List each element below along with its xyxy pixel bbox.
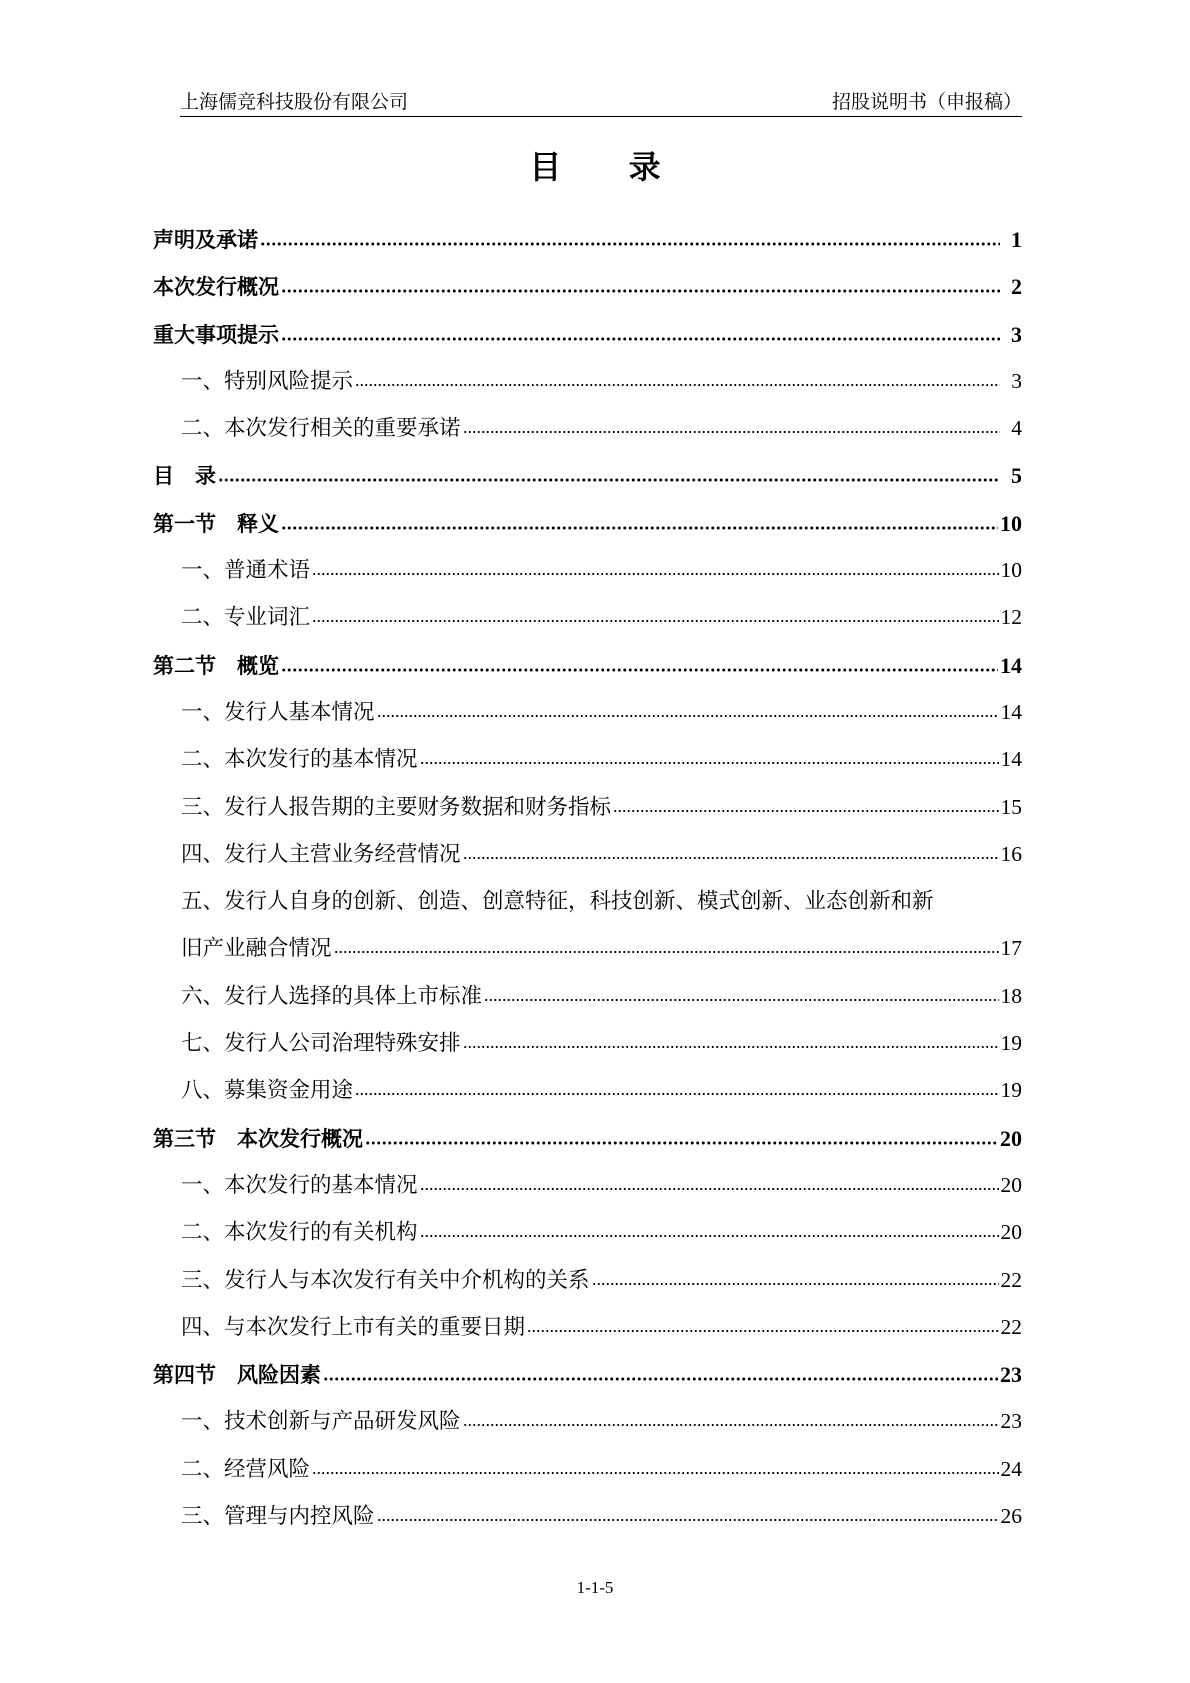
toc-entry-chapter[interactable]	[153, 642, 1022, 689]
toc-dot-leader	[355, 382, 1000, 388]
toc-page-number: 14	[1000, 747, 1022, 772]
toc-dot-leader	[218, 477, 1000, 483]
toc-page-number: 12	[1000, 605, 1022, 630]
toc-dot-leader	[355, 1091, 998, 1097]
toc-entry-title: 一、本次发行的基本情况	[181, 1172, 418, 1198]
page-title: 目 录	[529, 148, 689, 186]
toc-dot-leader	[592, 1281, 999, 1287]
toc-entry-title: 重大事项提示	[153, 322, 279, 347]
toc-entry-section[interactable]	[153, 1304, 1022, 1351]
toc-entry-title: 三、发行人报告期的主要财务数据和财务指标	[181, 794, 612, 820]
toc-entry-title: 二、本次发行相关的重要承诺	[181, 416, 461, 442]
toc-page-number: 22	[1000, 1314, 1022, 1339]
toc-entry-title: 第四节 风险因素	[153, 1363, 321, 1388]
toc-dot-leader	[613, 808, 998, 814]
toc-entry-section[interactable]	[153, 831, 1022, 878]
toc-dot-leader	[463, 855, 999, 861]
toc-dot-leader	[420, 1186, 999, 1192]
toc-entry-chapter[interactable]	[153, 500, 1022, 547]
page-footer: 1-1-5	[576, 1578, 614, 1597]
toc-page-number: 14	[1000, 652, 1022, 678]
toc-page-number: 14	[1000, 699, 1022, 724]
toc-entry-section[interactable]	[153, 594, 1022, 641]
toc-page-number: 26	[1000, 1504, 1022, 1529]
toc-page-number: 4	[1011, 416, 1022, 441]
header-company: 上海儒竞科技股份有限公司	[180, 91, 409, 113]
toc-page-number: 23	[1000, 1362, 1022, 1388]
toc-entry-chapter[interactable]	[153, 263, 1022, 310]
toc-entry-title: 一、技术创新与产品研发风险	[181, 1409, 461, 1435]
toc-dot-leader	[312, 618, 998, 624]
toc-page-number: 18	[1000, 983, 1022, 1008]
table-of-contents	[153, 216, 1022, 1540]
toc-page-number: 5	[1011, 463, 1022, 489]
toc-dot-leader	[420, 1233, 999, 1239]
toc-dot-leader	[463, 429, 1000, 435]
toc-dot-leader	[377, 1517, 999, 1523]
toc-entry-section[interactable]	[153, 1067, 1022, 1114]
toc-entry-title: 七、发行人公司治理特殊安排	[181, 1031, 461, 1057]
toc-entry-section[interactable]	[153, 1493, 1022, 1540]
toc-dot-leader	[334, 949, 999, 955]
toc-entry-title: 二、经营风险	[181, 1456, 311, 1482]
toc-entry-title: 四、与本次发行上市有关的重要日期	[181, 1314, 526, 1340]
toc-page-number: 16	[1000, 841, 1022, 866]
toc-page-number: 3	[1011, 321, 1022, 347]
toc-page-number: 10	[1000, 558, 1022, 583]
toc-page-number: 20	[1000, 1125, 1022, 1151]
toc-dot-leader	[260, 241, 1000, 247]
toc-entry-title: 三、管理与内控风险	[181, 1504, 375, 1530]
toc-entry-title: 二、专业词汇	[181, 605, 311, 631]
toc-entry-section[interactable]	[153, 973, 1022, 1020]
toc-page-number: 17	[1000, 936, 1022, 961]
toc-entry-chapter[interactable]	[153, 452, 1022, 499]
toc-dot-leader	[463, 1422, 999, 1428]
toc-entry-wrap-line[interactable]: 五、发行人自身的创新、创造、创意特征，科技创新、模式创新、业态创新和新	[181, 889, 934, 915]
toc-dot-leader	[365, 1140, 998, 1146]
toc-entry-title: 本次发行概况	[153, 275, 279, 300]
toc-dot-leader	[281, 288, 1000, 294]
toc-page-number: 20	[1000, 1172, 1022, 1197]
toc-entry-section[interactable]	[153, 1020, 1022, 1067]
toc-entry-section[interactable]	[153, 358, 1022, 405]
toc-entry-title: 二、本次发行的基本情况	[181, 747, 418, 773]
toc-entry-title: 旧产业融合情况	[181, 936, 332, 962]
toc-page-number: 24	[1000, 1456, 1022, 1481]
toc-page-number: 3	[1011, 368, 1022, 393]
toc-entry-chapter[interactable]	[153, 216, 1022, 263]
toc-entry-section[interactable]	[153, 405, 1022, 452]
toc-entry-title: 六、发行人选择的具体上市标准	[181, 983, 483, 1009]
toc-entry-title: 三、发行人与本次发行有关中介机构的关系	[181, 1267, 590, 1293]
toc-entry-title: 八、募集资金用途	[181, 1078, 354, 1104]
toc-entry-chapter[interactable]	[153, 1115, 1022, 1162]
toc-entry-section[interactable]	[153, 1446, 1022, 1493]
toc-page-number: 2	[1011, 274, 1022, 300]
toc-entry-title: 第一节 释义	[153, 511, 279, 536]
toc-dot-leader	[312, 1470, 998, 1476]
toc-entry-section[interactable]	[153, 1209, 1022, 1256]
toc-dot-leader	[281, 336, 1000, 342]
toc-entry-section[interactable]	[153, 925, 1022, 972]
toc-entry-title: 目 录	[153, 464, 216, 489]
toc-page-number: 15	[1000, 794, 1022, 819]
toc-dot-leader	[527, 1328, 998, 1334]
toc-page-number: 19	[1000, 1031, 1022, 1056]
toc-dot-leader	[377, 713, 999, 719]
toc-dot-leader	[420, 760, 999, 766]
toc-entry-title: 声明及承诺	[153, 228, 258, 252]
toc-page-number: 1	[1011, 227, 1022, 252]
toc-dot-leader	[463, 1044, 999, 1050]
header-doc-type: 招股说明书（申报稿）	[831, 91, 1022, 113]
toc-entry-chapter[interactable]	[153, 1351, 1022, 1398]
toc-page-number: 23	[1000, 1409, 1022, 1434]
toc-dot-leader	[281, 525, 998, 531]
page-header	[180, 84, 1022, 117]
toc-page-number: 20	[1000, 1220, 1022, 1245]
toc-entry-title: 一、特别风险提示	[181, 368, 354, 394]
toc-page-number: 10	[1000, 510, 1022, 536]
toc-entry-title: 四、发行人主营业务经营情况	[181, 841, 461, 867]
toc-entry-section[interactable]	[153, 1162, 1022, 1209]
toc-dot-leader	[281, 667, 998, 673]
toc-entry-section[interactable]	[153, 689, 1022, 736]
toc-entry-section[interactable]	[153, 784, 1022, 831]
toc-page-number: 19	[1000, 1078, 1022, 1103]
toc-entry-section[interactable]	[153, 1257, 1022, 1304]
toc-entry-section[interactable]	[153, 736, 1022, 783]
toc-dot-leader	[312, 571, 998, 577]
toc-entry-section[interactable]	[153, 1398, 1022, 1445]
toc-entry-title: 第二节 概览	[153, 653, 279, 678]
toc-entry-title: 二、本次发行的有关机构	[181, 1220, 418, 1246]
toc-entry-title: 第三节 本次发行概况	[153, 1126, 363, 1151]
toc-dot-leader	[323, 1376, 998, 1382]
toc-page-number: 22	[1000, 1267, 1022, 1292]
toc-entry-section[interactable]	[153, 547, 1022, 594]
toc-entry-title: 一、普通术语	[181, 558, 311, 584]
toc-entry-title: 一、发行人基本情况	[181, 699, 375, 725]
toc-entry-chapter[interactable]	[153, 311, 1022, 358]
toc-dot-leader	[484, 997, 998, 1003]
